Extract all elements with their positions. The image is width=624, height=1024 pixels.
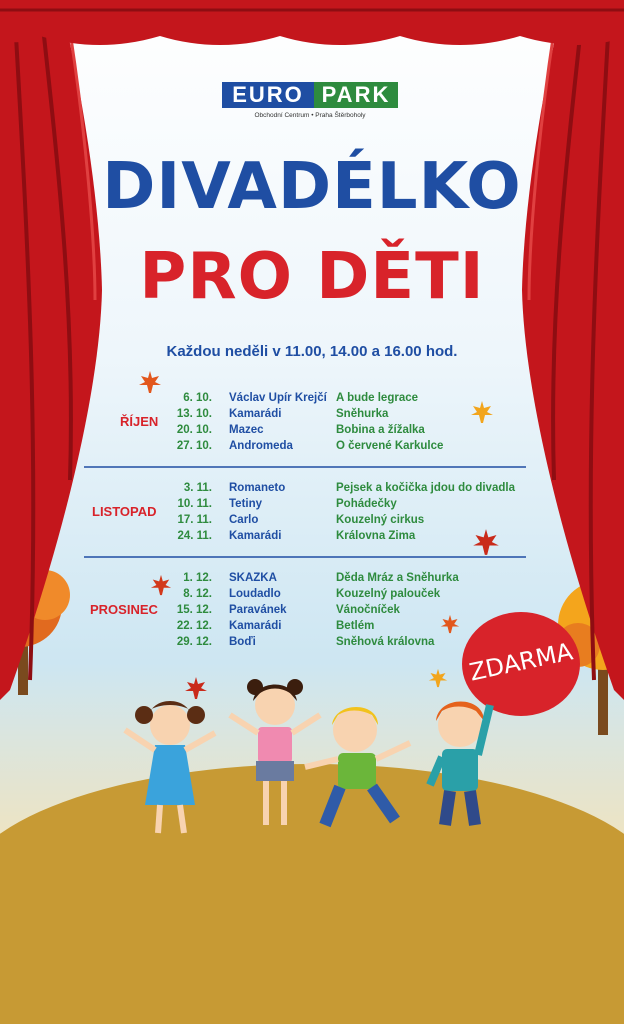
table-row xyxy=(84,438,526,454)
title-line-2: PRO DĚTI xyxy=(139,240,485,314)
title-line-1: DIVADÉLKO xyxy=(102,150,522,224)
group: Paravánek xyxy=(229,604,287,616)
date: 13. 10. xyxy=(176,408,212,420)
group: Kamarádi xyxy=(229,408,282,420)
month-october xyxy=(84,390,526,454)
table-row xyxy=(84,634,526,650)
date: 29. 12. xyxy=(176,636,212,648)
girl-blue-dress-icon xyxy=(125,701,215,833)
group: Kamarádi xyxy=(229,530,282,542)
group: Václav Upír Krejčí xyxy=(229,392,327,404)
show: Betlém xyxy=(336,620,375,632)
divider xyxy=(84,466,526,468)
group: Tetiny xyxy=(229,498,263,510)
show: Pohádečky xyxy=(336,498,397,510)
show: Děda Mráz a Sněhurka xyxy=(336,572,459,584)
maple-leaf-icon xyxy=(150,574,172,596)
maple-leaf-icon xyxy=(470,400,494,424)
month-november xyxy=(84,480,526,544)
free-badge-label: ZDARMA xyxy=(466,637,576,687)
date: 22. 12. xyxy=(176,620,212,632)
show: Vánočníček xyxy=(336,604,400,616)
show: Královna Zima xyxy=(336,530,416,542)
group: Kamarádi xyxy=(229,620,282,632)
group: Andromeda xyxy=(229,440,293,452)
maple-leaf-icon xyxy=(440,614,460,634)
europark-logo xyxy=(222,82,398,119)
group: Carlo xyxy=(229,514,259,526)
maple-leaf-icon xyxy=(138,370,162,394)
show: O červené Karkulce xyxy=(336,440,444,452)
girl-pink-shirt-icon xyxy=(230,679,320,825)
date: 1. 12. xyxy=(183,572,212,584)
boy-green-shirt-icon xyxy=(305,707,410,825)
logo-euro-text: EURO xyxy=(222,82,314,108)
logo-subtitle: Obchodní Centrum • Praha Štěrboholy xyxy=(254,112,366,119)
show: Kouzelný palouček xyxy=(336,588,441,600)
date: 17. 11. xyxy=(177,514,212,526)
date: 15. 12. xyxy=(176,604,212,616)
logo-park-text: PARK xyxy=(314,82,398,108)
group: SKAZKA xyxy=(229,572,277,584)
date: 8. 12. xyxy=(183,588,212,600)
date: 27. 10. xyxy=(176,440,212,452)
group: Loudadlo xyxy=(229,588,281,600)
show: A bude legrace xyxy=(336,392,419,404)
show: Sněhová královna xyxy=(336,636,435,648)
date: 10. 11. xyxy=(177,498,212,510)
table-row xyxy=(84,480,526,496)
curtain-right xyxy=(514,0,624,884)
month-name: PROSINEC xyxy=(90,602,158,617)
group: Mazec xyxy=(229,424,264,436)
maple-leaf-icon xyxy=(472,528,500,556)
boy-teal-shirt-icon xyxy=(430,702,490,826)
month-name: LISTOPAD xyxy=(92,504,157,519)
curtain-valance xyxy=(0,0,624,52)
group: Romaneto xyxy=(229,482,286,494)
show: Kouzelný cirkus xyxy=(336,514,425,526)
show: Sněhurka xyxy=(336,408,389,420)
date: 3. 11. xyxy=(183,482,212,494)
date: 20. 10. xyxy=(176,424,212,436)
date: 6. 10. xyxy=(183,392,212,404)
table-row xyxy=(84,528,526,544)
date: 24. 11. xyxy=(177,530,212,542)
group: Boďi xyxy=(229,636,256,648)
schedule-subtitle: Každou neděli v 11.00, 14.00 a 16.00 hod. xyxy=(166,343,458,360)
month-name: ŘÍJEN xyxy=(120,414,159,429)
show: Bobina a žížalka xyxy=(336,424,425,436)
children-illustration xyxy=(110,675,510,835)
divider xyxy=(84,556,526,558)
show: Pejsek a kočička jdou do divadla xyxy=(336,482,515,494)
schedule-table xyxy=(84,390,526,650)
